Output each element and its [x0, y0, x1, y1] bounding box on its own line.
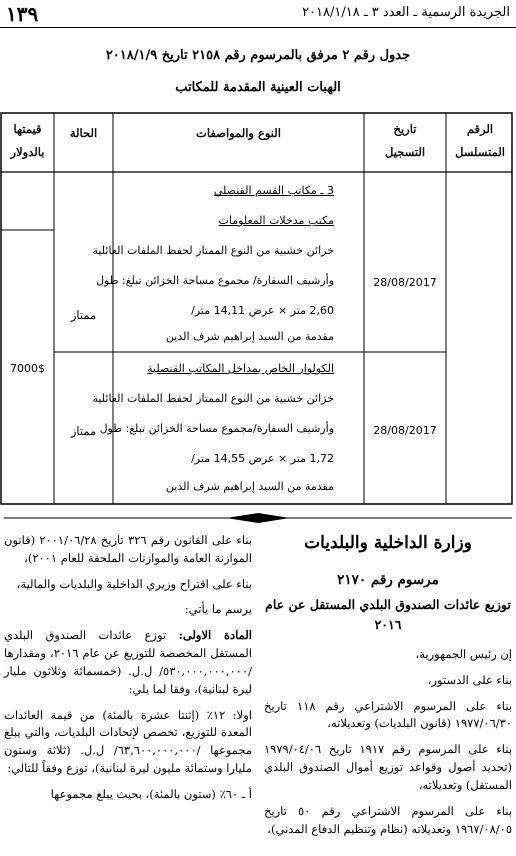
header-value	[2, 122, 53, 160]
row-2-condition: ممتاز	[70, 424, 97, 438]
header-type: النوع والمواصفات	[196, 126, 281, 140]
row-1-line-3: 2,60 متر × عرض 14,11 متر/	[191, 304, 334, 317]
row-1-condition: ممتاز	[70, 308, 97, 322]
page-number: ١٣٩	[6, 2, 39, 26]
article-one-text: توزع عائدات الصندوق البلدي المستقل المخصصة للتوزيع عن عام ٢٠١٦، ومقدارها /٥٣٠,٠٠٠,٠٠٠,٠٠٠/ ل.ل. (خمسمائة وثلاثون مليار ليرة لبنانية)، وفقا لما يلي:	[4, 628, 252, 696]
header-value-line-2: بالدولار	[10, 144, 45, 159]
section-divider	[0, 511, 516, 525]
row-1-line-4: مقدمة من السيد إبراهيم شرف الدين	[165, 330, 334, 343]
header-date	[366, 122, 444, 160]
decree-statement: يرسم ما يأتي:	[184, 602, 252, 617]
row-2-line-4: 1,72 متر × عرض 14,55 متر/	[191, 452, 334, 465]
row-2-line-3: وأرشيف السفارة/مجموع مساحة الخزائن تبلغ: طول	[99, 422, 334, 435]
row-2-line-2: خزائن خشبية من النوع الممتاز لحفظ الملفات العائلية	[92, 392, 334, 405]
preamble-paragraph: بناء على اقتراح وزيري الداخلية والبلديات والمالية،	[16, 576, 252, 591]
decree-number: مرسوم رقم ٢١٧٠	[337, 572, 439, 589]
preamble-paragraph: بناء على المرسوم الاشتراعي رقم ١١٨ تاريخ ١٩٧٧/٠٦/٣٠ (قانون البلديات) وتعديلاته،	[264, 698, 512, 731]
article-item-one-a: أ ـ ٦٠٪ (ستون بالمئة)، بحيث يبلغ مجموعها	[50, 786, 252, 801]
preamble-paragraph: إن رئيس الجمهورية،	[415, 647, 512, 662]
header-condition: الحالة	[69, 126, 98, 140]
article-one-label: المادة الاولى:	[178, 628, 252, 643]
header-date-line-2: التسجيل	[384, 144, 426, 159]
running-title: الجريدة الرسمية ـ العدد ٣ ـ ٢٠١٨/١/١٨	[302, 5, 510, 20]
header-serial	[448, 122, 512, 160]
decree-title: توزيع عائدات الصندوق البلدي المستقل عن عام ٢٠١٦	[265, 597, 511, 632]
table-subtitle: الهبات العينية المقدمة للمكاتب	[175, 80, 341, 95]
preamble-paragraph: بناء على الدستور،	[427, 672, 512, 687]
header-date-line-1: تاريخ	[393, 122, 417, 136]
row-1-line-2: وأرشيف السفارة/ مجموع مساحة الخزائن تبلغ: طول	[96, 274, 334, 287]
page-header	[0, 0, 516, 28]
row-1-date: 28/08/2017	[373, 276, 437, 289]
article-one	[4, 627, 252, 698]
row-2-date: 28/08/2017	[373, 424, 437, 437]
header-value-line-1: قيمتها	[13, 122, 42, 136]
donations-table	[0, 112, 514, 506]
right-column	[264, 530, 512, 846]
row-1-line-1: خزائن خشبية من النوع الممتاز لحفظ الملفات العائلية	[92, 244, 334, 257]
table-title: جدول رقم ٢ مرفق بالمرسوم رقم ٢١٥٨ تاريخ ٢٠١٨/١/٩	[105, 48, 411, 63]
preamble-paragraph: بناء على القانون رقم ٣٢٦ تاريخ ٢٠٠١/٠٦/٢٨ (قانون الموازنة العامة والموازنات الملحقة للعام ٢٠٠١)،	[4, 533, 252, 565]
section-title: 3 ـ مكاتب القسم القنصلي	[213, 184, 334, 197]
row-2-line-5: مقدمة من السيد إبراهيم شرف الدين	[165, 480, 334, 493]
total-value: 7000$	[10, 362, 45, 375]
row-2-line-1: الكولوار الخاص بمداخل المكاتب القنصلية	[147, 362, 334, 375]
office-name: مكتب مدخلات المعلومات	[218, 214, 334, 227]
left-column	[4, 532, 252, 812]
header-serial-line-2: المتسلسل	[455, 144, 505, 159]
ministry-title: وزارة الداخلية والبلديات	[304, 533, 472, 553]
article-item-one: اولا: ١٢٪ (إثنتا عشرة بالمئة) من قيمة العائدات المعدة للتوزيع، تخصص لإتحادات البلديات، والتي يبلغ مجموعها /٦٣,٦٠٠,٠٠٠,٠٠٠/ ل.ل. (ثلاثة وستون مليارا وستمائة مليون ليرة لبنانية)، توزع وفقاً للتالي:	[4, 707, 252, 775]
preamble-paragraph: بناء على المرسوم رقم ١٩١٧ تاريخ ١٩٧٩/٠٤/٠٦ (تحديد أصول وقواعد توزيع أموال الصندوق البلدي المستقل) وتعديلاته،	[264, 742, 512, 792]
header-serial-line-1: الرقم	[466, 122, 494, 136]
preamble-paragraph: بناء على المرسوم الاشتراعي رقم ٥٠ تاريخ ١٩٦٧/٠٨/٠٥ وتعديلاته (نظام وتنظيم الدفاع المدني)،	[264, 803, 512, 836]
